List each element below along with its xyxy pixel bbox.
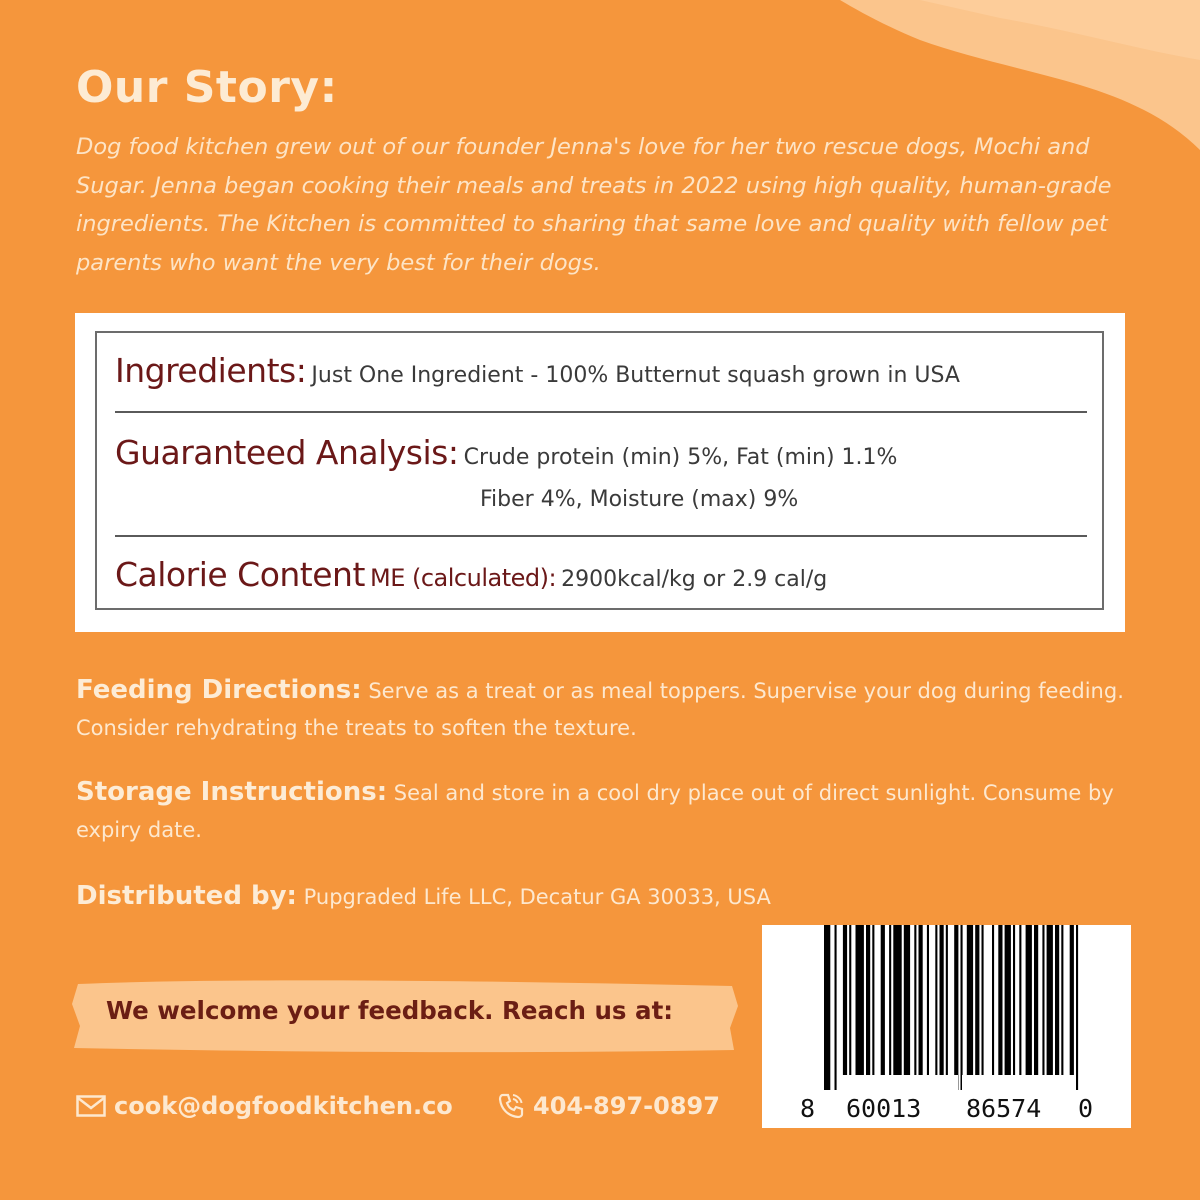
- storage-heading: Storage Instructions:: [76, 777, 388, 807]
- divider: [115, 535, 1087, 537]
- ingredients-row: [115, 351, 960, 390]
- calorie-method: ME (calculated):: [370, 564, 557, 592]
- email-address[interactable]: cook@dogfoodkitchen.co: [114, 1092, 453, 1120]
- analysis-line-1: Crude protein (min) 5%, Fat (min) 1.1%: [463, 445, 898, 470]
- email-contact[interactable]: [76, 1092, 453, 1120]
- barcode-bar: [992, 925, 994, 1090]
- barcode-bar: [1013, 925, 1015, 1090]
- barcode-bar: [824, 925, 830, 1090]
- barcode-bar: [998, 925, 1002, 1090]
- distributor-text: Pupgraded Life LLC, Decatur GA 30033, USA: [303, 885, 771, 909]
- analysis-row: [115, 433, 897, 472]
- barcode-bar: [1047, 925, 1053, 1090]
- calorie-row: [115, 555, 827, 594]
- barcode-digit-last: 0: [1078, 1094, 1094, 1123]
- barcode-bar: [982, 925, 984, 1090]
- calorie-value: 2900kcal/kg or 2.9 cal/g: [561, 567, 828, 592]
- barcode-bar: [914, 925, 916, 1090]
- phone-icon: [497, 1092, 525, 1120]
- ingredients-label: Ingredients:: [115, 351, 307, 390]
- barcode-bar: [835, 925, 837, 1090]
- nutrition-frame: [95, 331, 1104, 610]
- barcode-bar: [893, 925, 901, 1090]
- barcode-bar: [856, 925, 864, 1090]
- barcode-bar: [904, 925, 910, 1090]
- barcode-bar: [1070, 925, 1074, 1090]
- barcode-bar: [940, 925, 944, 1090]
- barcode-bar: [1005, 925, 1011, 1090]
- storage-text: Seal and store in a cool dry place out of direct sunlight. Consume by expiry date.: [76, 781, 1114, 842]
- analysis-line-2: Fiber 4%, Moisture (max) 9%: [480, 487, 799, 512]
- phone-number[interactable]: 404-897-0897: [533, 1092, 720, 1120]
- barcode: [762, 925, 1131, 1128]
- distributor-heading: Distributed by:: [76, 881, 297, 911]
- feedback-text: We welcome your feedback. Reach us at:: [106, 996, 674, 1025]
- storage-instructions: [76, 774, 1136, 849]
- barcode-bar: [1076, 925, 1078, 1090]
- feeding-directions: [76, 672, 1136, 747]
- barcode-digits-left: 60013: [846, 1094, 922, 1123]
- barcode-bar: [1019, 925, 1021, 1090]
- barcode-bar: [935, 925, 937, 1090]
- barcode-bar: [849, 925, 851, 1090]
- nutrition-panel: [75, 313, 1125, 632]
- phone-contact[interactable]: [497, 1092, 720, 1120]
- barcode-bar: [961, 925, 963, 1090]
- barcode-bar: [1034, 925, 1038, 1090]
- barcode-bar: [889, 925, 891, 1090]
- barcode-bar: [919, 925, 923, 1090]
- barcode-bars: [762, 925, 1131, 1128]
- envelope-icon: [76, 1095, 106, 1117]
- feeding-heading: Feeding Directions:: [76, 675, 362, 705]
- analysis-label: Guaranteed Analysis:: [115, 433, 459, 472]
- divider: [115, 411, 1087, 413]
- barcode-bar: [1061, 925, 1063, 1090]
- feeding-text: Serve as a treat or as meal toppers. Supervise your dog during feeding. Consider rehydrating the treats to soften the texture.: [76, 679, 1124, 740]
- barcode-bar: [881, 925, 885, 1090]
- barcode-bar: [872, 925, 874, 1090]
- story-text: Dog food kitchen grew out of our founder Jenna's love for her two rescue dogs, Mochi and Sugar. Jenna began cooking their meals and treats in 2022 using high quality, human-grade ingredients. The Kitchen is committed to sharing that same love and quality with fellow pet parents who want the very best for their dogs.: [76, 134, 1112, 276]
- calorie-label: Calorie Content: [115, 555, 365, 594]
- barcode-bar: [1055, 925, 1059, 1090]
- barcode-bar: [975, 925, 979, 1090]
- barcode-digits-right: 86574: [966, 1094, 1042, 1123]
- barcode-bar: [843, 925, 847, 1090]
- barcode-bar: [1042, 925, 1044, 1090]
- barcode-digit-first: 8: [800, 1094, 816, 1123]
- barcode-bar: [946, 925, 948, 1090]
- story-title: Our Story:: [76, 62, 338, 113]
- barcode-bar: [927, 925, 929, 1090]
- barcode-bar: [1026, 925, 1032, 1090]
- ingredients-value: Just One Ingredient - 100% Butternut squash grown in USA: [311, 363, 960, 388]
- barcode-bar: [954, 925, 958, 1090]
- barcode-bar: [866, 925, 870, 1090]
- distributor: [76, 878, 1136, 916]
- barcode-bar: [967, 925, 973, 1090]
